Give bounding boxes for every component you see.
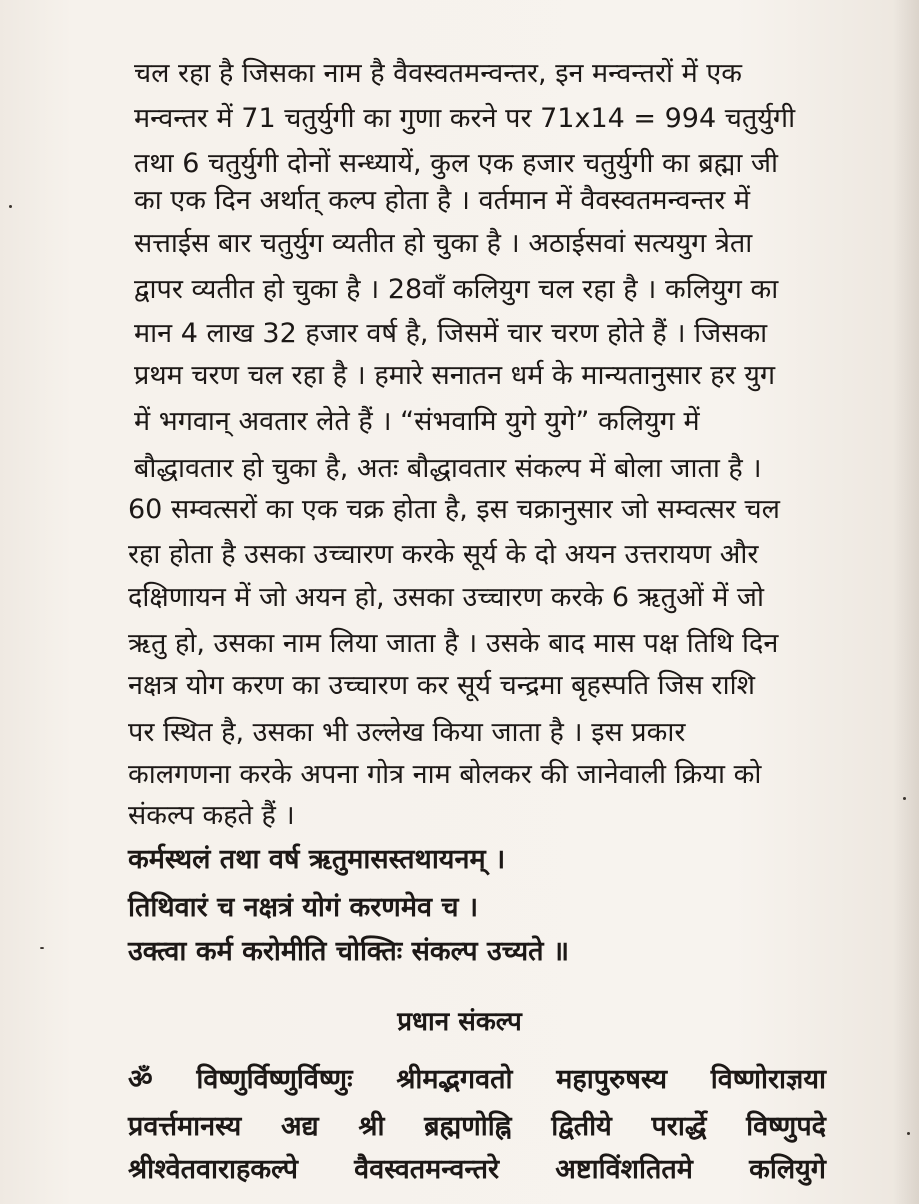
paragraph-line: बौद्धावतार हो चुका है, अतः बौद्धावतार संकल्प में बोला जाता है । (134, 453, 762, 484)
paragraph-line: संकल्प कहते हैं । (128, 800, 295, 831)
paragraph-line: नक्षत्र योग करण का उच्चारण कर सूर्य चन्द्रमा बृहस्पति जिस राशि (128, 670, 755, 701)
paragraph-line: रहा होता है उसका उच्चारण करके सूर्य के दो अयन उत्तरायण और (128, 539, 759, 570)
paragraph-line: में भगवान् अवतार लेते हैं । “संभवामि युगे युगे” कलियुग में (134, 406, 700, 437)
paragraph-line: सत्ताईस बार चतुर्युग व्यतीत हो चुका है । अठाईसवां सत्ययुग त्रेता (134, 228, 753, 259)
section-heading: प्रधान संकल्प (397, 1007, 522, 1037)
verse-line: उक्त्वा कर्म करोमीति चोक्तिः संकल्प उच्यते ॥ (128, 936, 570, 967)
paragraph-line: चल रहा है जिसका नाम है वैवस्वतमन्वन्तर, इन मन्वन्तरों में एक (134, 58, 742, 89)
sankalpa-line: प्रवर्त्तमानस्य अद्य श्री ब्रह्मणोह्नि द्वितीये परार्द्धे विष्णुपदे (128, 1111, 826, 1142)
paragraph-line: का एक दिन अर्थात् कल्प होता है । वर्तमान में वैवस्वतमन्वन्तर में (134, 185, 751, 216)
scan-speck (903, 797, 906, 800)
verse-line: कर्मस्थलं तथा वर्ष ऋतुमासस्तथायनम् । (128, 844, 506, 875)
paragraph-line: मान 4 लाख 32 हजार वर्ष है, जिसमें चार चरण होते हैं । जिसका (134, 318, 768, 349)
paragraph-line: मन्वन्तर में 71 चतुर्युगी का गुणा करने पर 71ⅹ14 = 994 चतुर्युगी (134, 103, 796, 134)
paragraph-line: कालगणना करके अपना गोत्र नाम बोलकर की जानेवाली क्रिया को (128, 759, 762, 790)
paragraph-line: पर स्थित है, उसका भी उल्लेख किया जाता है । इस प्रकार (128, 717, 686, 748)
scan-speck (40, 947, 44, 949)
sankalpa-line: ॐ विष्णुर्विष्णुर्विष्णुः श्रीमद्भगवतो महापुरुषस्य विष्णोराज्ञया (128, 1064, 826, 1095)
scan-speck (9, 205, 12, 208)
paragraph-line: दक्षिणायन में जो अयन हो, उसका उच्चारण करके 6 ऋतुओं में जो (128, 582, 764, 613)
paragraph-line: तथा 6 चतुर्युगी दोनों सन्ध्यायें, कुल एक हजार चतुर्युगी का ब्रह्मा जी (134, 148, 778, 179)
sankalpa-line: श्रीश्वेतवाराहकल्पे वैवस्वतमन्वन्तरे अष्टाविंशतितमे कलियुगे (128, 1154, 826, 1185)
verse-line: तिथिवारं च नक्षत्रं योगं करणमेव च । (128, 892, 479, 923)
paragraph-line: प्रथम चरण चल रहा है । हमारे सनातन धर्म के मान्यतानुसार हर युग (134, 360, 776, 391)
paragraph-line: द्वापर व्यतीत हो चुका है । 28वाँ कलियुग चल रहा है । कलियुग का (134, 274, 779, 305)
paragraph-line: 60 सम्वत्सरों का एक चक्र होता है, इस चक्रानुसार जो सम्वत्सर चल (128, 494, 780, 525)
scan-speck (907, 1132, 910, 1135)
paragraph-line: ऋतु हो, उसका नाम लिया जाता है । उसके बाद मास पक्ष तिथि दिन (128, 628, 779, 659)
